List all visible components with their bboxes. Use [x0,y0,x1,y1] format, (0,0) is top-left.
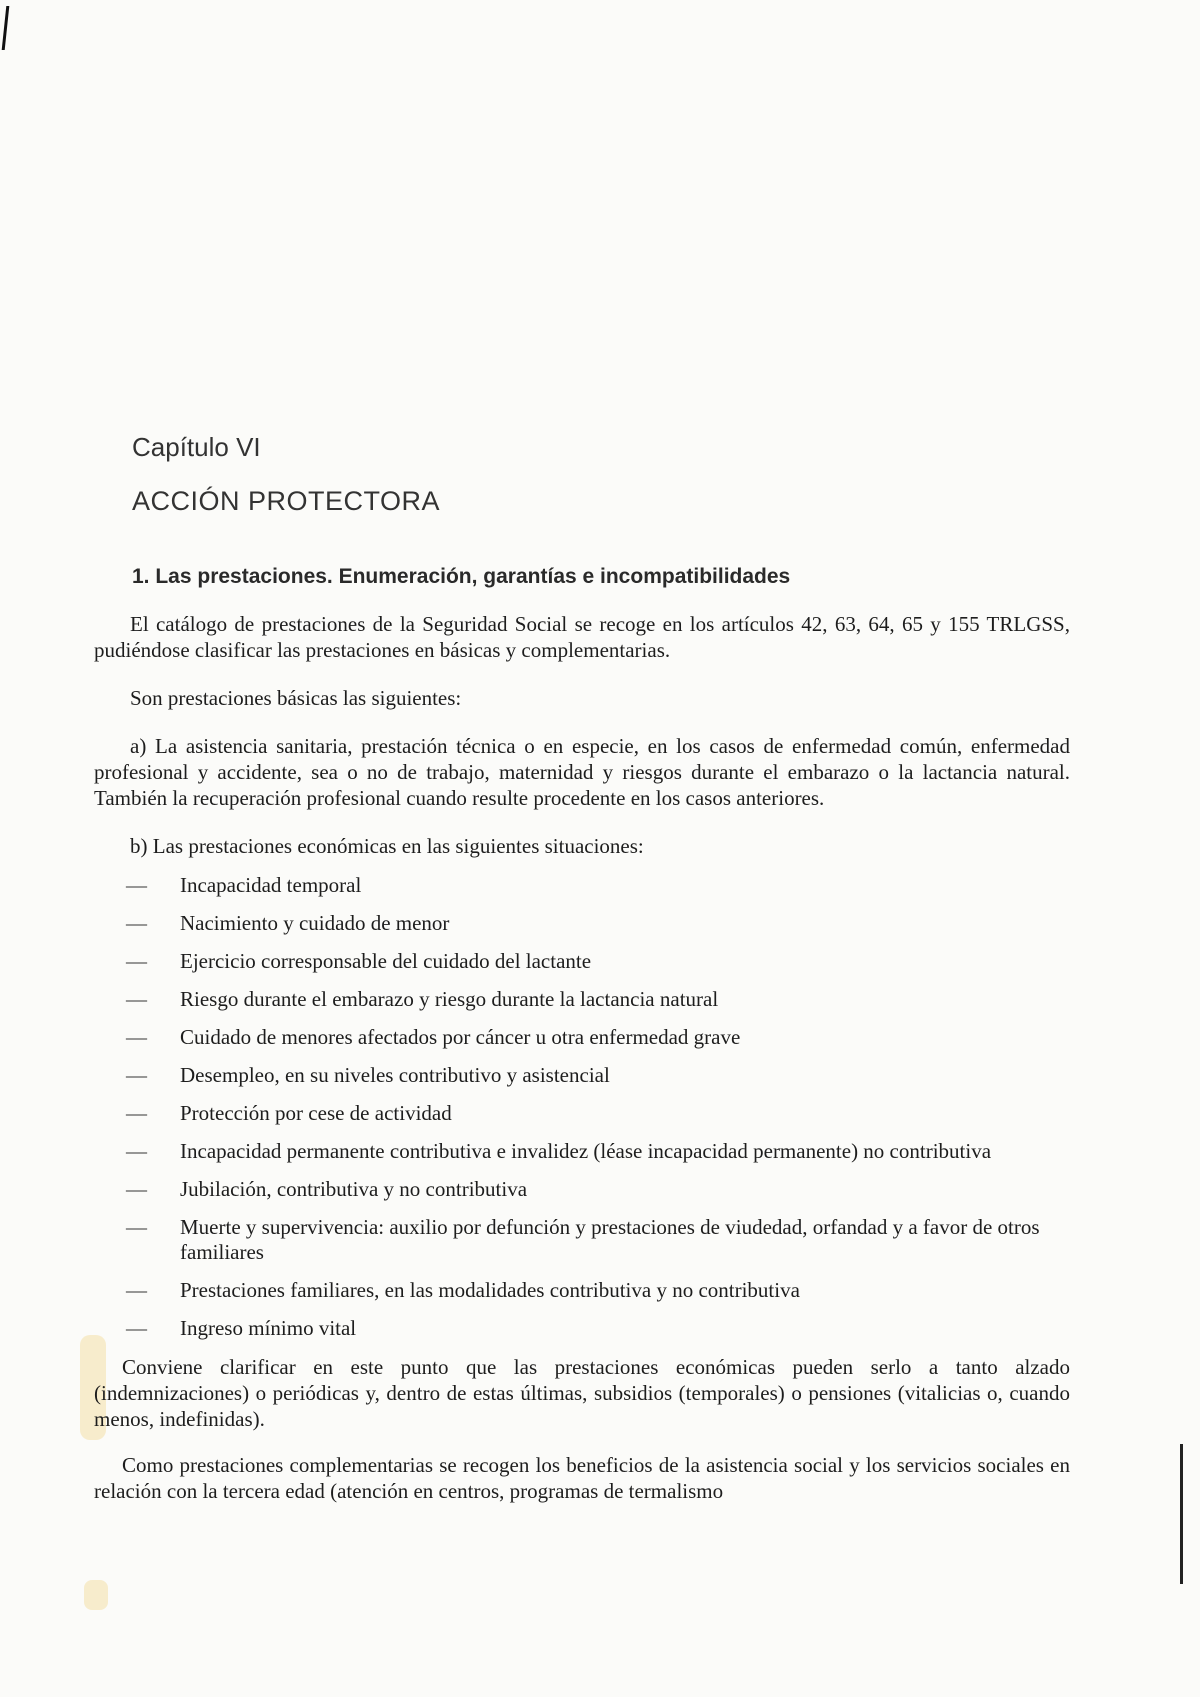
item-b-paragraph: b) Las prestaciones económicas en las siguientes situaciones: [130,834,644,858]
item-a-paragraph: a) La asistencia sanitaria, prestación técnica o en especie, en los casos de enfermedad común, enfermedad profesional y accidente, sea o no de trabajo, maternidad y riesgos durante el embarazo o la lactancia natural. También la recuperación profesional cuando resulte procedente en los casos anteriores. [94,734,1070,810]
list-item [94,873,1070,898]
list-item [94,987,1070,1012]
list-item [94,1139,1070,1164]
dash-icon: — [126,873,147,897]
dash-icon: — [126,1316,147,1340]
list-item [94,911,1070,936]
dash-icon: — [126,911,147,935]
list-item-text: Nacimiento y cuidado de menor [180,911,450,935]
chapter-label: Capítulo VI [132,432,261,462]
list-item-text: Protección por cese de actividad [180,1101,452,1125]
dash-icon: — [126,1063,147,1087]
dash-icon: — [126,1101,147,1125]
clarificar-paragraph: Conviene clarificar en este punto que las prestaciones económicas pueden serlo a tanto alzado (indemnizaciones) o periódicas y, dentro de estas últimas, subsidios (temporales) o pensiones (vitalicias o, cuando menos, indefinidas). [94,1355,1070,1431]
situations-list [94,873,1070,1341]
list-item-text: Incapacidad permanente contributiva e invalidez (léase incapacidad permanente) no contributiva [180,1139,992,1163]
dash-icon: — [126,949,147,973]
dash-icon: — [126,1025,147,1049]
list-item [94,1177,1070,1202]
list-item [94,1101,1070,1126]
list-item-text: Ingreso mínimo vital [180,1316,357,1340]
list-item [94,1025,1070,1050]
complementarias-paragraph: Como prestaciones complementarias se recogen los beneficios de la asistencia social y los servicios sociales en relación con la tercera edad (atención en centros, programas de termalismo [94,1453,1070,1503]
dash-icon: — [126,1139,147,1163]
scan-mark [2,6,10,50]
page-stain [84,1580,108,1610]
list-item-text: Jubilación, contributiva y no contributiva [180,1177,528,1201]
document-page [94,430,1070,1504]
list-item [94,949,1070,974]
list-item-text: Riesgo durante el embarazo y riesgo durante la lactancia natural [180,987,719,1011]
list-item [94,1063,1070,1088]
list-item-text: Muerte y supervivencia: auxilio por defunción y prestaciones de viudedad, orfandad y a favor de otros familiares [180,1215,1040,1264]
dash-icon: — [126,987,147,1011]
list-item [94,1215,1070,1265]
intro-paragraph: El catálogo de prestaciones de la Seguridad Social se recoge en los artículos 42, 63, 64, 65 y 155 TRLGSS, pudiéndose clasificar las prestaciones en básicas y complementarias. [94,612,1070,662]
basicas-paragraph: Son prestaciones básicas las siguientes: [130,686,462,710]
list-item-text: Incapacidad temporal [180,873,362,897]
scan-mark [1180,1444,1183,1584]
dash-icon: — [126,1278,147,1302]
list-item-text: Desempleo, en su niveles contributivo y asistencial [180,1063,610,1087]
list-item-text: Prestaciones familiares, en las modalidades contributiva y no contributiva [180,1278,800,1302]
dash-icon: — [126,1215,147,1239]
dash-icon: — [126,1177,147,1201]
list-item-text: Ejercicio corresponsable del cuidado del lactante [180,949,592,973]
list-item [94,1278,1070,1303]
list-item [94,1316,1070,1341]
section-heading: 1. Las prestaciones. Enumeración, garantías e incompatibilidades [132,565,791,588]
chapter-title: ACCIÓN PROTECTORA [132,486,441,516]
list-item-text: Cuidado de menores afectados por cáncer u otra enfermedad grave [180,1025,741,1049]
